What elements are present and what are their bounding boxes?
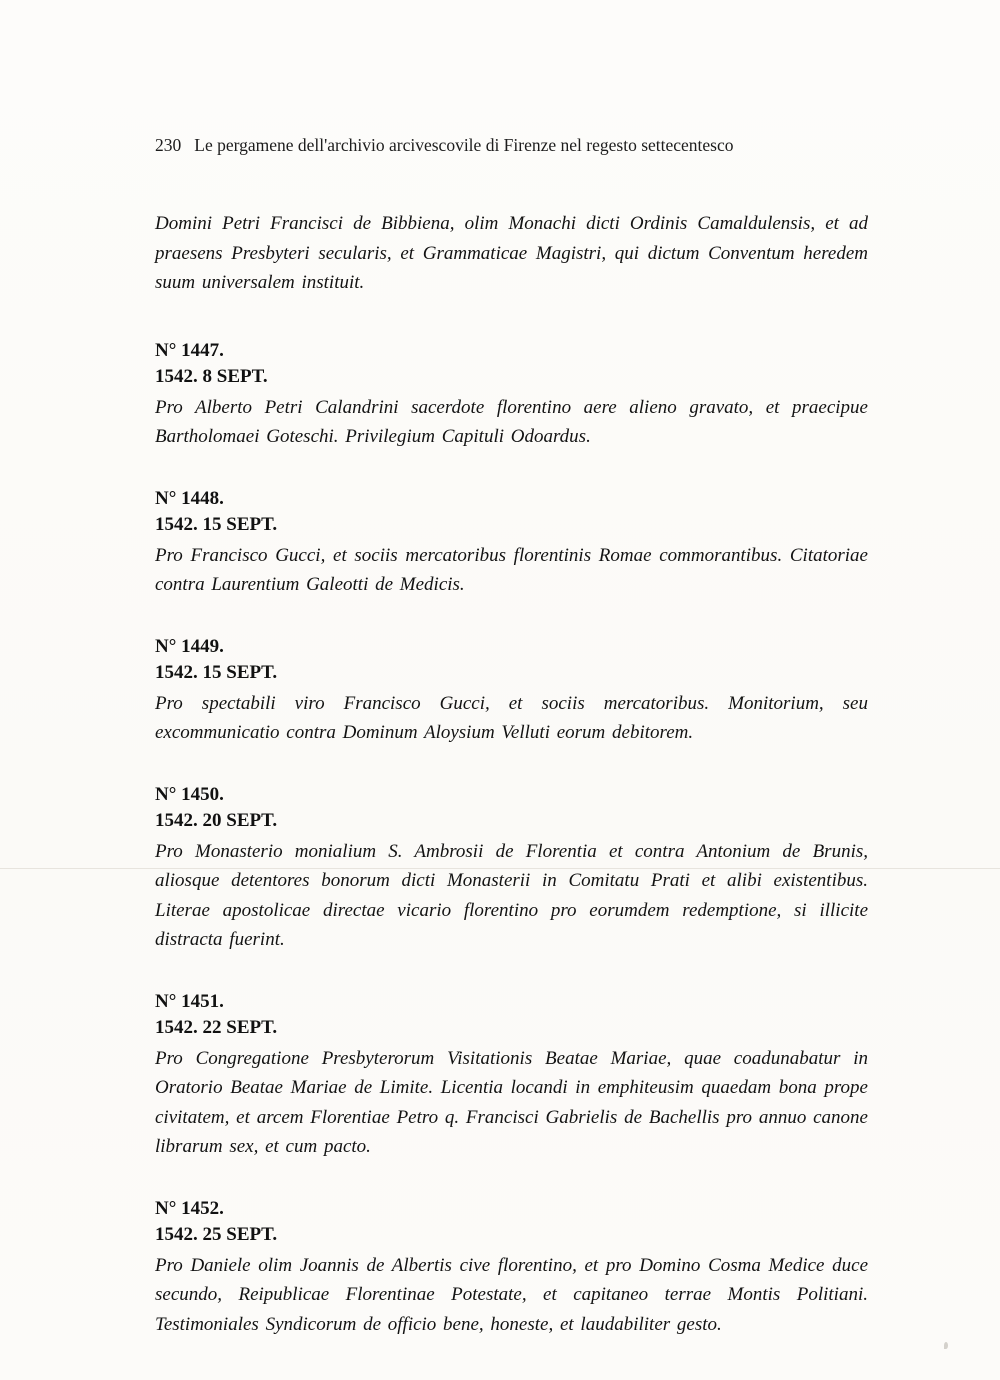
entry-number: N° 1449.	[155, 635, 224, 657]
regest-entry-1449	[155, 634, 868, 748]
entry-number: N° 1450.	[155, 783, 224, 805]
running-header	[155, 133, 868, 157]
page-number: 230	[155, 135, 182, 155]
entry-text: Pro Alberto Petri Calandrini sacerdote florentino aere alieno gravato, et praecipue Bartholomaei Goteschi. Privilegium Capituli Odoardus.	[155, 396, 868, 447]
entry-text: Pro spectabili viro Francisco Gucci, et sociis mercatoribus. Monitorium, seu excommunicatio contra Dominum Aloysium Velluti eorum debitorem.	[155, 692, 868, 743]
entry-number: N° 1452.	[155, 1197, 224, 1219]
entry-date: 1542. 8 SEPT.	[155, 366, 268, 387]
entry-number: N° 1448.	[155, 487, 224, 509]
regest-entry-1452	[155, 1196, 868, 1340]
entry-date: 1542. 15 SEPT.	[155, 662, 278, 683]
continuation-paragraph: Domini Petri Francisci de Bibbiena, olim Monachi dicti Ordinis Camaldulensis, et ad praesens Presbyteri secularis, et Grammaticae Magistri, qui dictum Conventum heredem suum universalem instituit.	[155, 213, 868, 293]
header-title: Le pergamene dell'archivio arcivescovile di Firenze nel regesto settecentesco	[194, 135, 734, 155]
entry-number: N° 1451.	[155, 990, 224, 1012]
regest-entry-1447	[155, 338, 868, 452]
entry-date: 1542. 22 SEPT.	[155, 1017, 278, 1038]
entry-date: 1542. 25 SEPT.	[155, 1224, 278, 1245]
entry-date: 1542. 15 SEPT.	[155, 514, 278, 535]
entry-text: Pro Monasterio monialium S. Ambrosii de Florentia et contra Antonium de Brunis, aliosque detentores bonorum dicti Monasterii in Comitatu Prati et alibi existentibus. Literae apostolicae directae vicario florentino pro eorumdem redemptione, si illicite distracta fuerint.	[155, 840, 868, 950]
scan-artifact-speck	[944, 1342, 948, 1349]
regest-entry-1451	[155, 989, 868, 1162]
scan-artifact-line	[0, 868, 1000, 869]
regest-entry-1448	[155, 486, 868, 600]
entry-text: Pro Francisco Gucci, et sociis mercatoribus florentinis Romae commorantibus. Citatoriae contra Laurentium Galeotti de Medicis.	[155, 544, 868, 595]
entry-text: Pro Congregatione Presbyterorum Visitationis Beatae Mariae, quae coadunabatur in Oratorio Beatae Mariae de Limite. Licentia locandi in emphiteusim quaedam bona prope civitatem, et arcem Florentiae Petro q. Francisci Gabrielis de Bachellis pro annuo canone librarum sex, et cum pacto.	[155, 1047, 868, 1157]
entry-text: Pro Daniele olim Joannis de Albertis cive florentino, et pro Domino Cosma Medice duce secundo, Reipublicae Florentinae Potestate, et capitaneo terrae Montis Politiani. Testimoniales Syndicorum de officio bene, honeste, et laudabiliter gesto.	[155, 1254, 868, 1335]
entry-number: N° 1447.	[155, 339, 224, 361]
entry-date: 1542. 20 SEPT.	[155, 810, 278, 831]
